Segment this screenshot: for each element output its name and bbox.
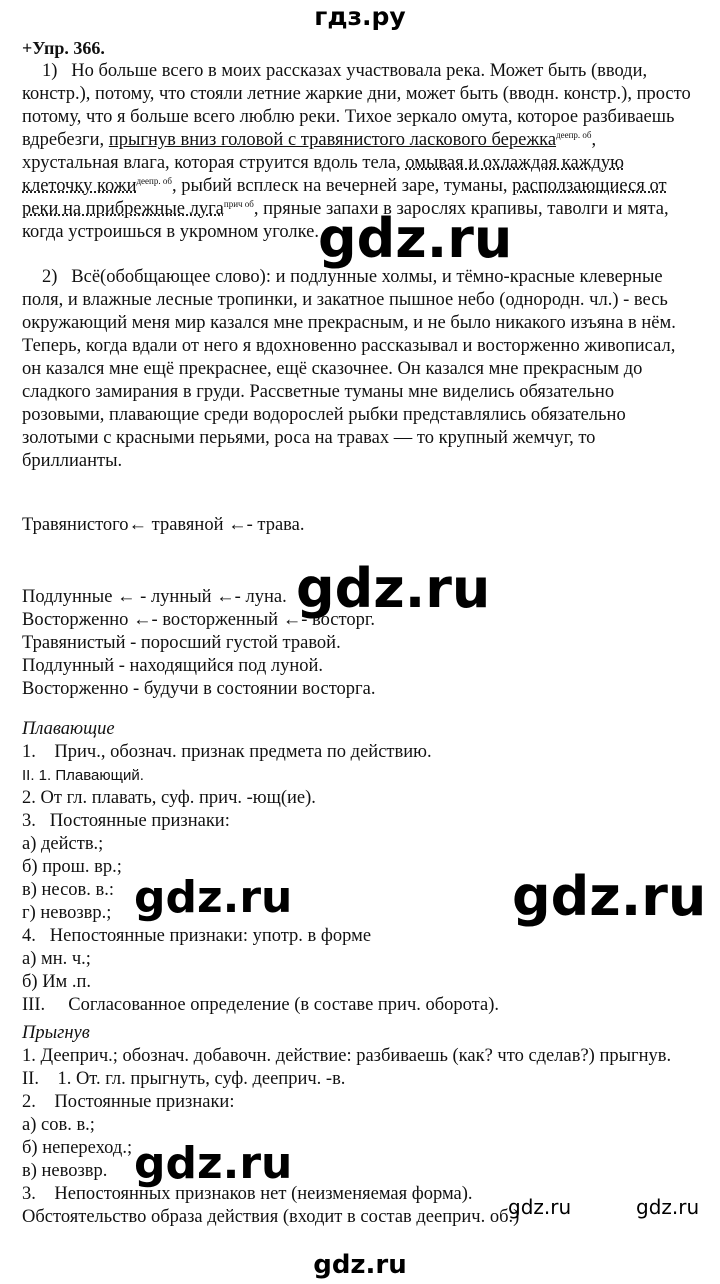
paragraph-2: 2) Всё(обобщающее слово): и подлунные холмы, и тёмно-красные клеверные поля, и влажные лесные тропинки, и закатное пышное небо (однородн. чл.) - весь окружающий меня мир казался мне прекрасным, и не было никакого изъяна в нём. Теперь, когда вдали от него я вдохновенно рассказывал и восторженно живописал, он казался мне ещё прекраснее, ещё сказочнее. Он казался мне прекрасным до сладкого замирания в груди. Рассветные туманы мне виделись обязательно розовыми, плавающие среди водорослей рыбки представлялись обязательно золотыми с красными перьями, роса на травах — то крупный жемчуг, то бриллианты. bbox=[22, 267, 676, 471]
parse-line: б) непереход.; bbox=[22, 1138, 133, 1158]
note-1: деепр. об bbox=[556, 129, 592, 140]
watermark-logo: gdz.ru bbox=[636, 1195, 700, 1219]
site-header: гдз.ру bbox=[314, 2, 406, 31]
parse-prygnuv bbox=[22, 1022, 702, 1229]
parse-heading: Плавающие bbox=[22, 719, 115, 739]
derivation-line: Травянистого← травяной ←- трава. bbox=[22, 515, 305, 535]
parse-line: в) несов. в.: bbox=[22, 880, 115, 900]
definition-line: Травянистый - поросший густой травой. bbox=[22, 633, 341, 653]
word-derivation-1 bbox=[22, 514, 702, 537]
watermark-logo: gdz.ru bbox=[512, 865, 707, 928]
note-3: прич об bbox=[223, 198, 254, 209]
parse-line: б) Им .п. bbox=[22, 972, 92, 992]
definition-line: Подлунный - находящийся под луной. bbox=[22, 656, 324, 676]
parse-line: 4. Непостоянные признаки: употр. в форме bbox=[22, 926, 372, 946]
parse-line: 2. Постоянные признаки: bbox=[22, 1092, 235, 1112]
exercise-title: +Упр. 366. bbox=[22, 38, 105, 58]
parse-line: 2. От гл. плавать, суф. прич. -ющ(ие). bbox=[22, 788, 316, 808]
watermark-logo: gdz.ru bbox=[296, 557, 491, 620]
parse-line: Обстоятельство образа действия (входит в состав дееприч. об.) bbox=[22, 1207, 520, 1227]
participle-phrase-2: омывая и охлаждая каждую клеточку кожи bbox=[22, 153, 624, 196]
participle-phrase-1: прыгнув вниз головой с травянистого ласкового бережка bbox=[108, 130, 557, 150]
parse-line: III. Согласованное определение (в составе прич. оборота). bbox=[22, 995, 499, 1015]
parse-heading: Прыгнув bbox=[22, 1023, 90, 1043]
parse-line: а) сов. в.; bbox=[22, 1115, 95, 1135]
p1-text-b: , хрустальная влага, которая струится вдоль тела, bbox=[22, 130, 597, 173]
p1-text-c: , рыбий всплеск на вечерней заре, туманы, bbox=[171, 176, 513, 196]
derivation-line: Подлунные ← - лунный ←- луна. bbox=[22, 587, 287, 607]
watermark-logo: gdz.ru bbox=[134, 872, 293, 923]
parse-line: а) мн. ч.; bbox=[22, 949, 91, 969]
parse-line: а) действ.; bbox=[22, 834, 104, 854]
parse-line: 1. Прич., обознач. признак предмета по действию. bbox=[22, 742, 432, 762]
participle-phrase-3: расползающиеся от реки на прибрежные луга bbox=[22, 176, 667, 219]
p1-text-d: , пряные запахи в зарослях крапивы, таволги и мята, когда устроишься в укромном уголке. bbox=[22, 199, 669, 242]
p1-text-a: 1) Но больше всего в моих рассказах участвовала река. Может быть (вводи, констр.), потому, что стояли летние жаркие дни, может быть (вводн. констр.), просто потому, что я больше всего люблю реки. Тихое зеркало омута, которое разбиваешь вдребезги, bbox=[22, 61, 691, 150]
parse-line: 3. Непостоянных признаков нет (неизменяемая форма). bbox=[22, 1184, 473, 1204]
parse-line: в) невозвр. bbox=[22, 1161, 108, 1181]
derivation-line: Восторженно ←- восторженный ←- восторг. bbox=[22, 610, 375, 630]
parse-line: г) невозвр.; bbox=[22, 903, 112, 923]
watermark-logo: gdz.ru bbox=[318, 207, 513, 270]
parse-line: II. 1. От. гл. прыгнуть, суф. дееприч. -в. bbox=[22, 1069, 346, 1089]
parse-line: 3. Постоянные признаки: bbox=[22, 811, 230, 831]
watermark-logo: gdz.ru bbox=[134, 1138, 293, 1189]
parse-line: 1. Дееприч.; обознач. добавочн. действие: разбиваешь (как? что сделав?) прыгнув. bbox=[22, 1046, 672, 1066]
note-2: деепр. об bbox=[136, 175, 172, 186]
footer-logo: gdz.ru bbox=[313, 1250, 407, 1280]
parse-line: II. 1. Плавающий. bbox=[22, 767, 144, 784]
parse-line: б) прош. вр.; bbox=[22, 857, 122, 877]
watermark-logo: gdz.ru bbox=[508, 1195, 572, 1219]
definition-line: Восторженно - будучи в состоянии восторга. bbox=[22, 679, 376, 699]
